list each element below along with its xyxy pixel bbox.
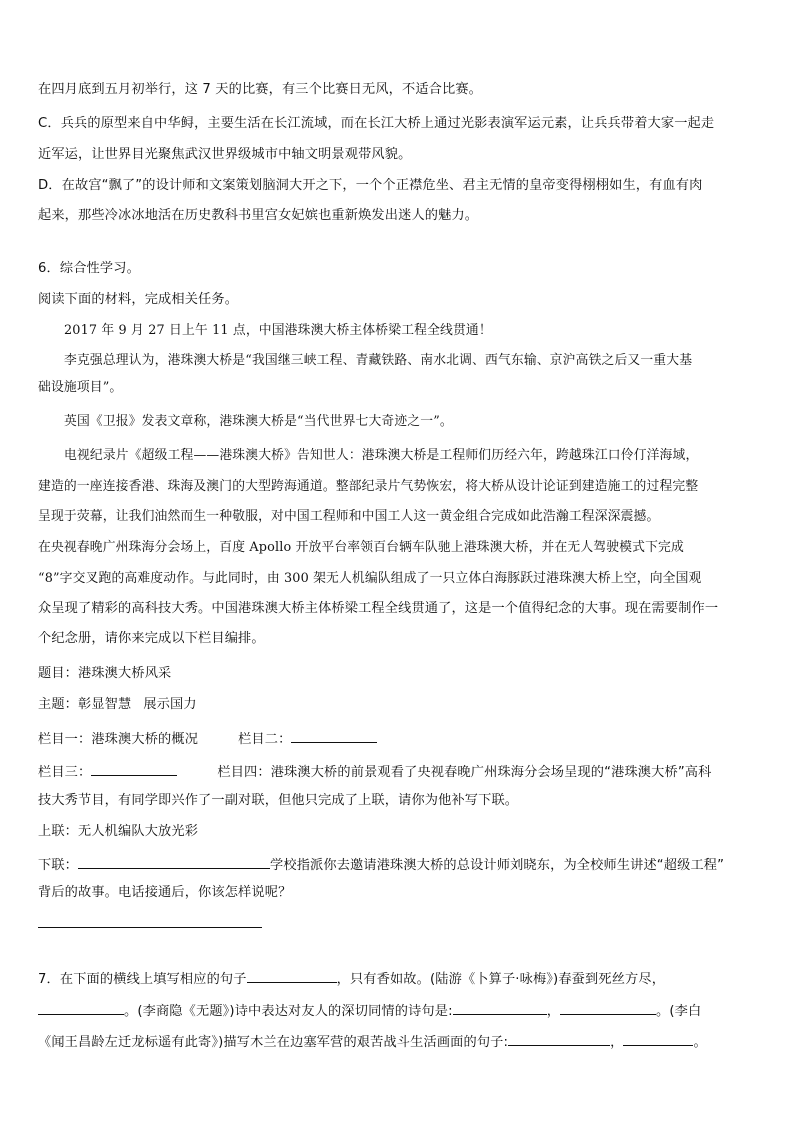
q7-prompt: 7．在下面的横线上填写相应的句子 xyxy=(38,972,247,987)
q6-column-2-label: 栏目二： xyxy=(238,732,292,747)
q5-option-c-line2: 近军运，让世界目光聚焦武汉世界级城市中轴文明景观带风貌。 xyxy=(38,147,412,162)
q6-material-4c: 呈现于荧幕，让我们油然而生一种敬服，对中国工程师和中国工人这一黄金组合完成如此浩瀚工程深深震撼。 xyxy=(38,509,660,524)
q6-lower-couplet-row xyxy=(38,853,760,876)
q6-theme-value: 展示国力 xyxy=(143,697,197,712)
q7-blank-5[interactable] xyxy=(508,1030,610,1046)
q6-phone-task-line2: 背后的故事。电话接通后，你该怎样说呢？ xyxy=(38,885,292,900)
q6-material-4a: 电视纪录片《超级工程——港珠澳大桥》告知世人：港珠澳大桥是工程师们历经六年，跨越珠江口伶仃洋海域， xyxy=(64,448,699,463)
q6-material-5a: 在央视春晚广州珠海分会场上，百度 Apollo 开放平台率领百台辆车队驰上港珠澳大桥，并在无人驾驶模式下完成 xyxy=(38,540,684,555)
q6-upper-couplet: 上联：无人机编队大放光彩 xyxy=(38,824,199,839)
q6-column-2-answer-blank[interactable] xyxy=(291,727,377,743)
q6-topic: 题目：港珠澳大桥风采 xyxy=(38,666,172,681)
q7-line3-end: 。 xyxy=(693,1035,707,1050)
q7-blank-4[interactable] xyxy=(560,999,656,1015)
q6-material-2b: 础设施项目”。 xyxy=(38,380,123,395)
q7-line1-rest: ，只有香如故。(陆游《卜算子·咏梅》)春蚕到死丝方尽， xyxy=(336,972,666,987)
q6-column-4-line2: 技大秀节目，有同学即兴作了一副对联，但他只完成了上联，请你为他补写下联。 xyxy=(38,793,519,808)
q6-columns-row xyxy=(38,727,760,750)
q7-line2-text: 。(李商隐《无题》)诗中表达对友人的深切同情的诗句是: xyxy=(124,1004,453,1019)
q7-line2-end: 。(李白 xyxy=(656,1004,702,1019)
q6-column-4-line1: 栏目四：港珠澳大桥的前景观看了央视春晚广州珠海分会场呈现的“港珠澳大桥”高科 xyxy=(217,765,712,780)
q6-material-5b: “8”字交叉跑的高难度动作。与此同时，由 300 架无人机编队组成了一只立体白海豚跃过港珠澳大桥上空，向全国观 xyxy=(38,571,702,586)
q6-material-5c: 众呈现了精彩的高科技大秀。中国港珠澳大桥主体桥梁工程全线贯通了，这是一个值得纪念的大事。现在需要制作一 xyxy=(38,601,719,616)
q6-column-1: 栏目一：港珠澳大桥的概况 xyxy=(38,732,199,747)
q6-lower-couplet-label: 下联： xyxy=(38,858,79,873)
q6-material-4b: 建造的一座连接香港、珠海及澳门的大型跨海通道。整部纪录片气势恢宏，将大桥从设计论证到建造施工的过程完整 xyxy=(38,479,699,494)
q7-blank-3[interactable] xyxy=(453,999,547,1015)
q5-option-d-line1: D．在故宫“飘了”的设计师和文案策划脑洞大开之下，一个个正襟危坐、君主无情的皇帝变得栩栩如生，有血有肉 xyxy=(38,178,703,193)
q6-material-5d: 个纪念册，请你来完成以下栏目编排。 xyxy=(38,631,265,646)
q7-line1 xyxy=(38,967,760,990)
q6-material-2a: 李克强总理认为，港珠澳大桥是“我国继三峡工程、青藏铁路、南水北调、西气东输、京沪高铁之后又一重大基 xyxy=(64,353,693,368)
q5-line1: 在四月底到五月初举行，这 7 天的比赛，有三个比赛日无风，不适合比赛。 xyxy=(38,82,483,97)
q5-option-c-line1: C．兵兵的原型来自中华鲟，主要生活在长江流域，而在长江大桥上通过光影表演军运元素，让兵兵带着大家一起走 xyxy=(38,116,715,131)
q5-option-d-line2: 起来，那些冷冰冰地活在历史教科书里宫女妃嫔也重新焕发出迷人的魅力。 xyxy=(38,208,479,223)
q7-line3-comma: ， xyxy=(610,1035,624,1050)
q6-material-1: 2017 年 9 月 27 日上午 11 点，中国港珠澳大桥主体桥梁工程全线贯通！ xyxy=(64,323,492,338)
q7-blank-2[interactable] xyxy=(38,999,124,1015)
q6-theme-label: 主题：彰显智慧 xyxy=(38,697,132,712)
q6-theme xyxy=(38,695,760,715)
q7-line3-text: 《闻王昌龄左迁龙标遥有此寄》)描写木兰在边塞军营的艰苦战斗生活画面的句子: xyxy=(38,1035,509,1050)
q6-material-3: 英国《卫报》发表文章称，港珠澳大桥是“当代世界七大奇迹之一”。 xyxy=(64,414,453,429)
q7-line2 xyxy=(38,999,760,1022)
q6-intro: 阅读下面的材料，完成相关任务。 xyxy=(38,292,239,307)
q6-column-3-label: 栏目三： xyxy=(38,765,92,780)
q6-column-3-answer-blank[interactable] xyxy=(91,760,177,776)
q7-line2-comma: ， xyxy=(546,1004,561,1019)
q6-column-3-row xyxy=(38,760,760,783)
q6-lower-couplet-blank[interactable] xyxy=(78,853,270,869)
q6-phone-answer-blank[interactable] xyxy=(38,912,262,928)
q6-title: 6．综合性学习。 xyxy=(38,261,140,276)
q6-phone-task-line1: 学校指派你去邀请港珠澳大桥的总设计师刘晓东，为全校师生讲述“超级工程” xyxy=(270,858,725,873)
q7-blank-1[interactable] xyxy=(247,967,337,983)
q7-line3 xyxy=(38,1030,760,1053)
q7-blank-6[interactable] xyxy=(623,1030,693,1046)
